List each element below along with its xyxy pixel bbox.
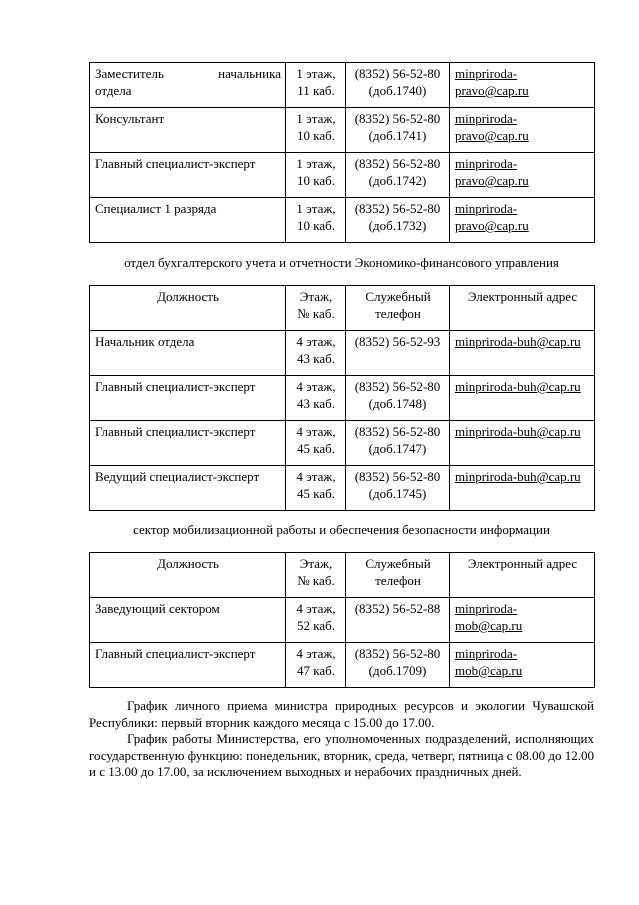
position-cell: Заведующий сектором [90, 598, 286, 643]
header-phone: Служебный телефон [346, 286, 450, 331]
table-header-row [90, 553, 595, 598]
table-row [90, 466, 595, 511]
mobilization-sector-table [89, 552, 595, 688]
room-cell: 1 этаж, 10 каб. [286, 153, 346, 198]
email-cell [450, 598, 595, 643]
email-cell [450, 421, 595, 466]
table-row [90, 153, 595, 198]
room-cell: 4 этаж, 43 каб. [286, 331, 346, 376]
header-room: Этаж, № каб. [286, 286, 346, 331]
legal-department-table [89, 62, 595, 243]
room-cell: 1 этаж, 11 каб. [286, 63, 346, 108]
phone-cell: (8352) 56-52-80 (доб.1709) [346, 643, 450, 688]
phone-cell: (8352) 56-52-88 [346, 598, 450, 643]
table-header-row [90, 286, 595, 331]
phone-cell: (8352) 56-52-80 (доб.1742) [346, 153, 450, 198]
email-cell [450, 643, 595, 688]
email-link[interactable]: minpriroda- mob@cap.ru [455, 646, 523, 678]
table-row [90, 63, 595, 108]
email-link[interactable]: minpriroda-buh@cap.ru [455, 469, 581, 484]
position-cell: Начальник отдела [90, 331, 286, 376]
reception-schedule-paragraph: График личного приема министра природных ресурсов и экологии Чувашской Республики: первый вторник каждого месяца с 15.00 до 17.00. [89, 698, 594, 730]
phone-cell: (8352) 56-52-80 (доб.1740) [346, 63, 450, 108]
email-cell [450, 198, 595, 243]
email-cell [450, 331, 595, 376]
email-cell [450, 466, 595, 511]
position-cell: Главный специалист-эксперт [90, 376, 286, 421]
accounting-department-table [89, 285, 595, 511]
mobilization-section-title: сектор мобилизационной работы и обеспечения безопасности информации [133, 522, 550, 537]
phone-cell: (8352) 56-52-80 (доб.1732) [346, 198, 450, 243]
phone-cell: (8352) 56-52-80 (доб.1745) [346, 466, 450, 511]
email-link[interactable]: minpriroda- pravo@cap.ru [455, 111, 529, 143]
table-row [90, 198, 595, 243]
email-cell [450, 153, 595, 198]
accounting-section-title: отдел бухгалтерского учета и отчетности Экономико-финансового управления [124, 255, 559, 270]
table-row [90, 108, 595, 153]
position-cell: Ведущий специалист-эксперт [90, 466, 286, 511]
room-cell: 4 этаж, 52 каб. [286, 598, 346, 643]
table-row [90, 643, 595, 688]
position-cell: Специалист 1 разряда [90, 198, 286, 243]
email-cell [450, 376, 595, 421]
email-link[interactable]: minpriroda-buh@cap.ru [455, 379, 581, 394]
email-link[interactable]: minpriroda- pravo@cap.ru [455, 66, 529, 98]
email-link[interactable]: minpriroda- mob@cap.ru [455, 601, 523, 633]
phone-cell: (8352) 56-52-80 (доб.1741) [346, 108, 450, 153]
header-position: Должность [90, 286, 286, 331]
header-email: Электронный адрес [450, 286, 595, 331]
email-link[interactable]: minpriroda-buh@cap.ru [455, 334, 581, 349]
email-cell [450, 108, 595, 153]
header-email: Электронный адрес [450, 553, 595, 598]
room-cell: 4 этаж, 45 каб. [286, 421, 346, 466]
table-row [90, 376, 595, 421]
header-room: Этаж, № каб. [286, 553, 346, 598]
table-row [90, 331, 595, 376]
position-cell: Главный специалист-эксперт [90, 643, 286, 688]
phone-cell: (8352) 56-52-80 (доб.1747) [346, 421, 450, 466]
table-row [90, 421, 595, 466]
room-cell: 4 этаж, 43 каб. [286, 376, 346, 421]
work-schedule-paragraph: График работы Министерства, его уполномоченных подразделений, исполняющих государственную функцию: понедельник, вторник, среда, четверг, пятница с 08.00 до 12.00 и с 13.00 до 17.00, за исключением выходных и нерабочих праздничных дней. [89, 731, 594, 779]
room-cell: 1 этаж, 10 каб. [286, 198, 346, 243]
header-phone: Служебный телефон [346, 553, 450, 598]
room-cell: 1 этаж, 10 каб. [286, 108, 346, 153]
email-link[interactable]: minpriroda-buh@cap.ru [455, 424, 581, 439]
schedule-text [89, 698, 594, 781]
position-cell: Главный специалист-эксперт [90, 421, 286, 466]
header-position: Должность [90, 553, 286, 598]
position-cell: Главный специалист-эксперт [90, 153, 286, 198]
phone-cell: (8352) 56-52-80 (доб.1748) [346, 376, 450, 421]
table-row [90, 598, 595, 643]
email-cell [450, 63, 595, 108]
phone-cell: (8352) 56-52-93 [346, 331, 450, 376]
room-cell: 4 этаж, 45 каб. [286, 466, 346, 511]
position-cell: Консультант [90, 108, 286, 153]
email-link[interactable]: minpriroda- pravo@cap.ru [455, 201, 529, 233]
position-cell: Заместитель начальника отдела [90, 63, 286, 108]
room-cell: 4 этаж, 47 каб. [286, 643, 346, 688]
email-link[interactable]: minpriroda- pravo@cap.ru [455, 156, 529, 188]
